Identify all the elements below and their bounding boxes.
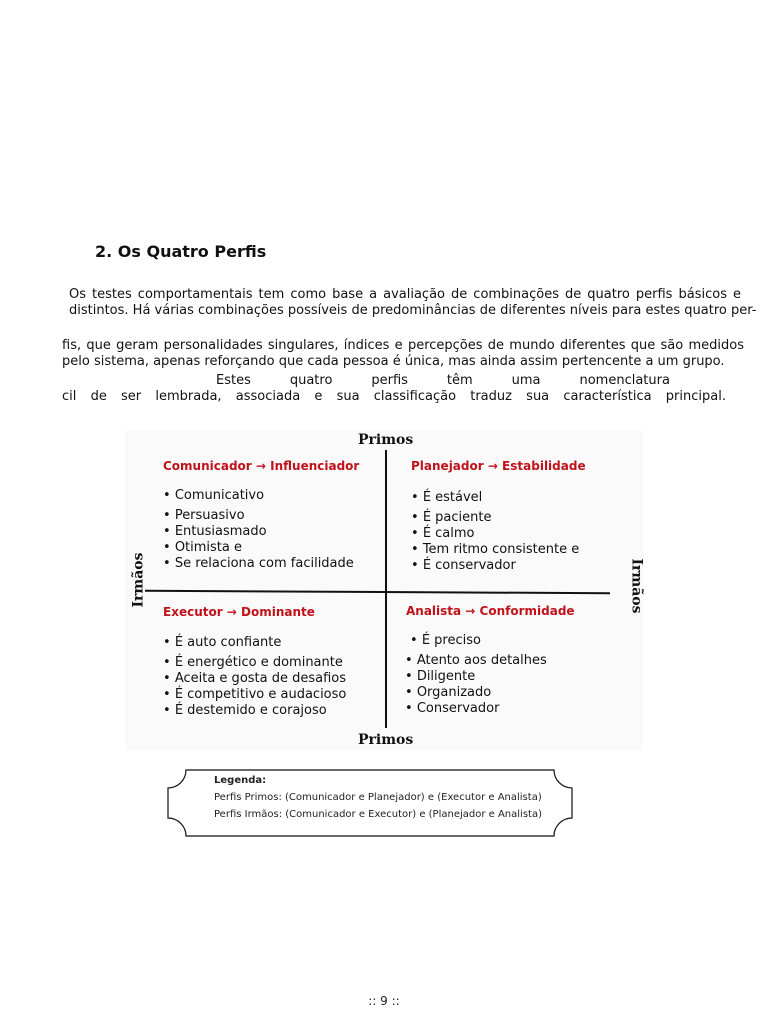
word: principal. [665, 389, 726, 404]
quadrant-top-left-title: Comunicador → Influenciador [163, 459, 360, 473]
list-item: • É paciente [411, 510, 579, 526]
paragraph-1-line-2: distintos. Há várias combinações possíveis de predominâncias de diferentes níveis para estes quatro per- [69, 303, 757, 318]
list-item: • Aceita e gosta de desafios [163, 671, 346, 687]
list-item: • Comunicativo [163, 488, 354, 504]
list-item: • É energético e dominante [163, 655, 346, 671]
paragraph-2-line-2: pelo sistema, apenas reforçando que cada pessoa é única, mas ainda assim pertencente a um grupo. [62, 354, 725, 369]
paragraph-1 [69, 287, 757, 319]
list-item: • Persuasivo [163, 508, 354, 524]
quadrant-top-left-list [163, 488, 354, 572]
word: e [314, 389, 323, 404]
list-item: • Otimista e [163, 540, 354, 556]
list-item: • É preciso [410, 633, 547, 649]
paragraph-1-line-1: Os testes comportamentais tem como base a avaliação de combinações de quatro perfis básicos e [69, 287, 741, 302]
legend-line-1: Perfis Primos: (Comunicador e Planejador) e (Executor e Analista) [214, 792, 542, 803]
word: classificação [373, 389, 457, 404]
word: de [90, 389, 107, 404]
profiles-diagram [125, 430, 643, 750]
top-axis-label: Primos [358, 432, 414, 448]
paragraph-2-line-3 [216, 373, 670, 389]
paragraph-2-line-1: fis, que geram personalidades singulares, índices e percepções de mundo diferentes que são medidos [62, 338, 744, 353]
page-number: :: 9 :: [368, 994, 400, 1008]
list-item: • Conservador [405, 701, 547, 717]
list-item: • Tem ritmo consistente e [411, 542, 579, 558]
word: cil [62, 389, 77, 404]
word: associada [235, 389, 301, 404]
word: Estes [216, 373, 251, 388]
quadrant-bottom-right-title: Analista → Conformidade [406, 604, 575, 618]
list-item: • É destemido e corajoso [163, 703, 346, 719]
legend-content [214, 772, 542, 823]
vertical-axis [385, 450, 387, 728]
word: uma [511, 373, 541, 388]
list-item: • Diligente [405, 669, 547, 685]
list-item: • Atento aos detalhes [405, 653, 547, 669]
list-item: • É conservador [411, 558, 579, 574]
list-item: • É calmo [411, 526, 579, 542]
list-item: • Entusiasmado [163, 524, 354, 540]
word: têm [446, 373, 473, 388]
quadrant-bottom-right-list [405, 633, 547, 717]
word: sua [336, 389, 360, 404]
horizontal-axis [145, 590, 610, 594]
legend-line-2: Perfis Irmãos: (Comunicador e Executor) e (Planejador e Analista) [214, 809, 542, 820]
list-item: • É estável [411, 490, 579, 506]
word: característica [563, 389, 652, 404]
word: lembrada, [155, 389, 222, 404]
legend-title: Legenda: [214, 775, 267, 786]
word: ser [121, 389, 142, 404]
list-item: • Organizado [405, 685, 547, 701]
left-axis-label: Irmãos [130, 552, 147, 608]
paragraph-2-line-4 [62, 389, 726, 405]
paragraph-2 [62, 338, 744, 370]
word: quatro [289, 373, 333, 388]
word: nomenclatura [579, 373, 670, 388]
bottom-axis-label: Primos [358, 732, 414, 748]
quadrant-top-right-title: Planejador → Estabilidade [411, 459, 586, 473]
quadrant-top-right-list [411, 490, 579, 574]
quadrant-bottom-left-list [163, 635, 346, 719]
word: sua [526, 389, 550, 404]
list-item: • É competitivo e audacioso [163, 687, 346, 703]
right-axis-label: Irmãos [628, 558, 645, 614]
list-item: • É auto confiante [163, 635, 346, 651]
section-heading: 2. Os Quatro Perfis [95, 242, 267, 261]
word: perfis [371, 373, 408, 388]
quadrant-bottom-left-title: Executor → Dominante [163, 605, 315, 619]
list-item: • Se relaciona com facilidade [163, 556, 354, 572]
legend-box [166, 768, 574, 838]
word: traduz [470, 389, 512, 404]
